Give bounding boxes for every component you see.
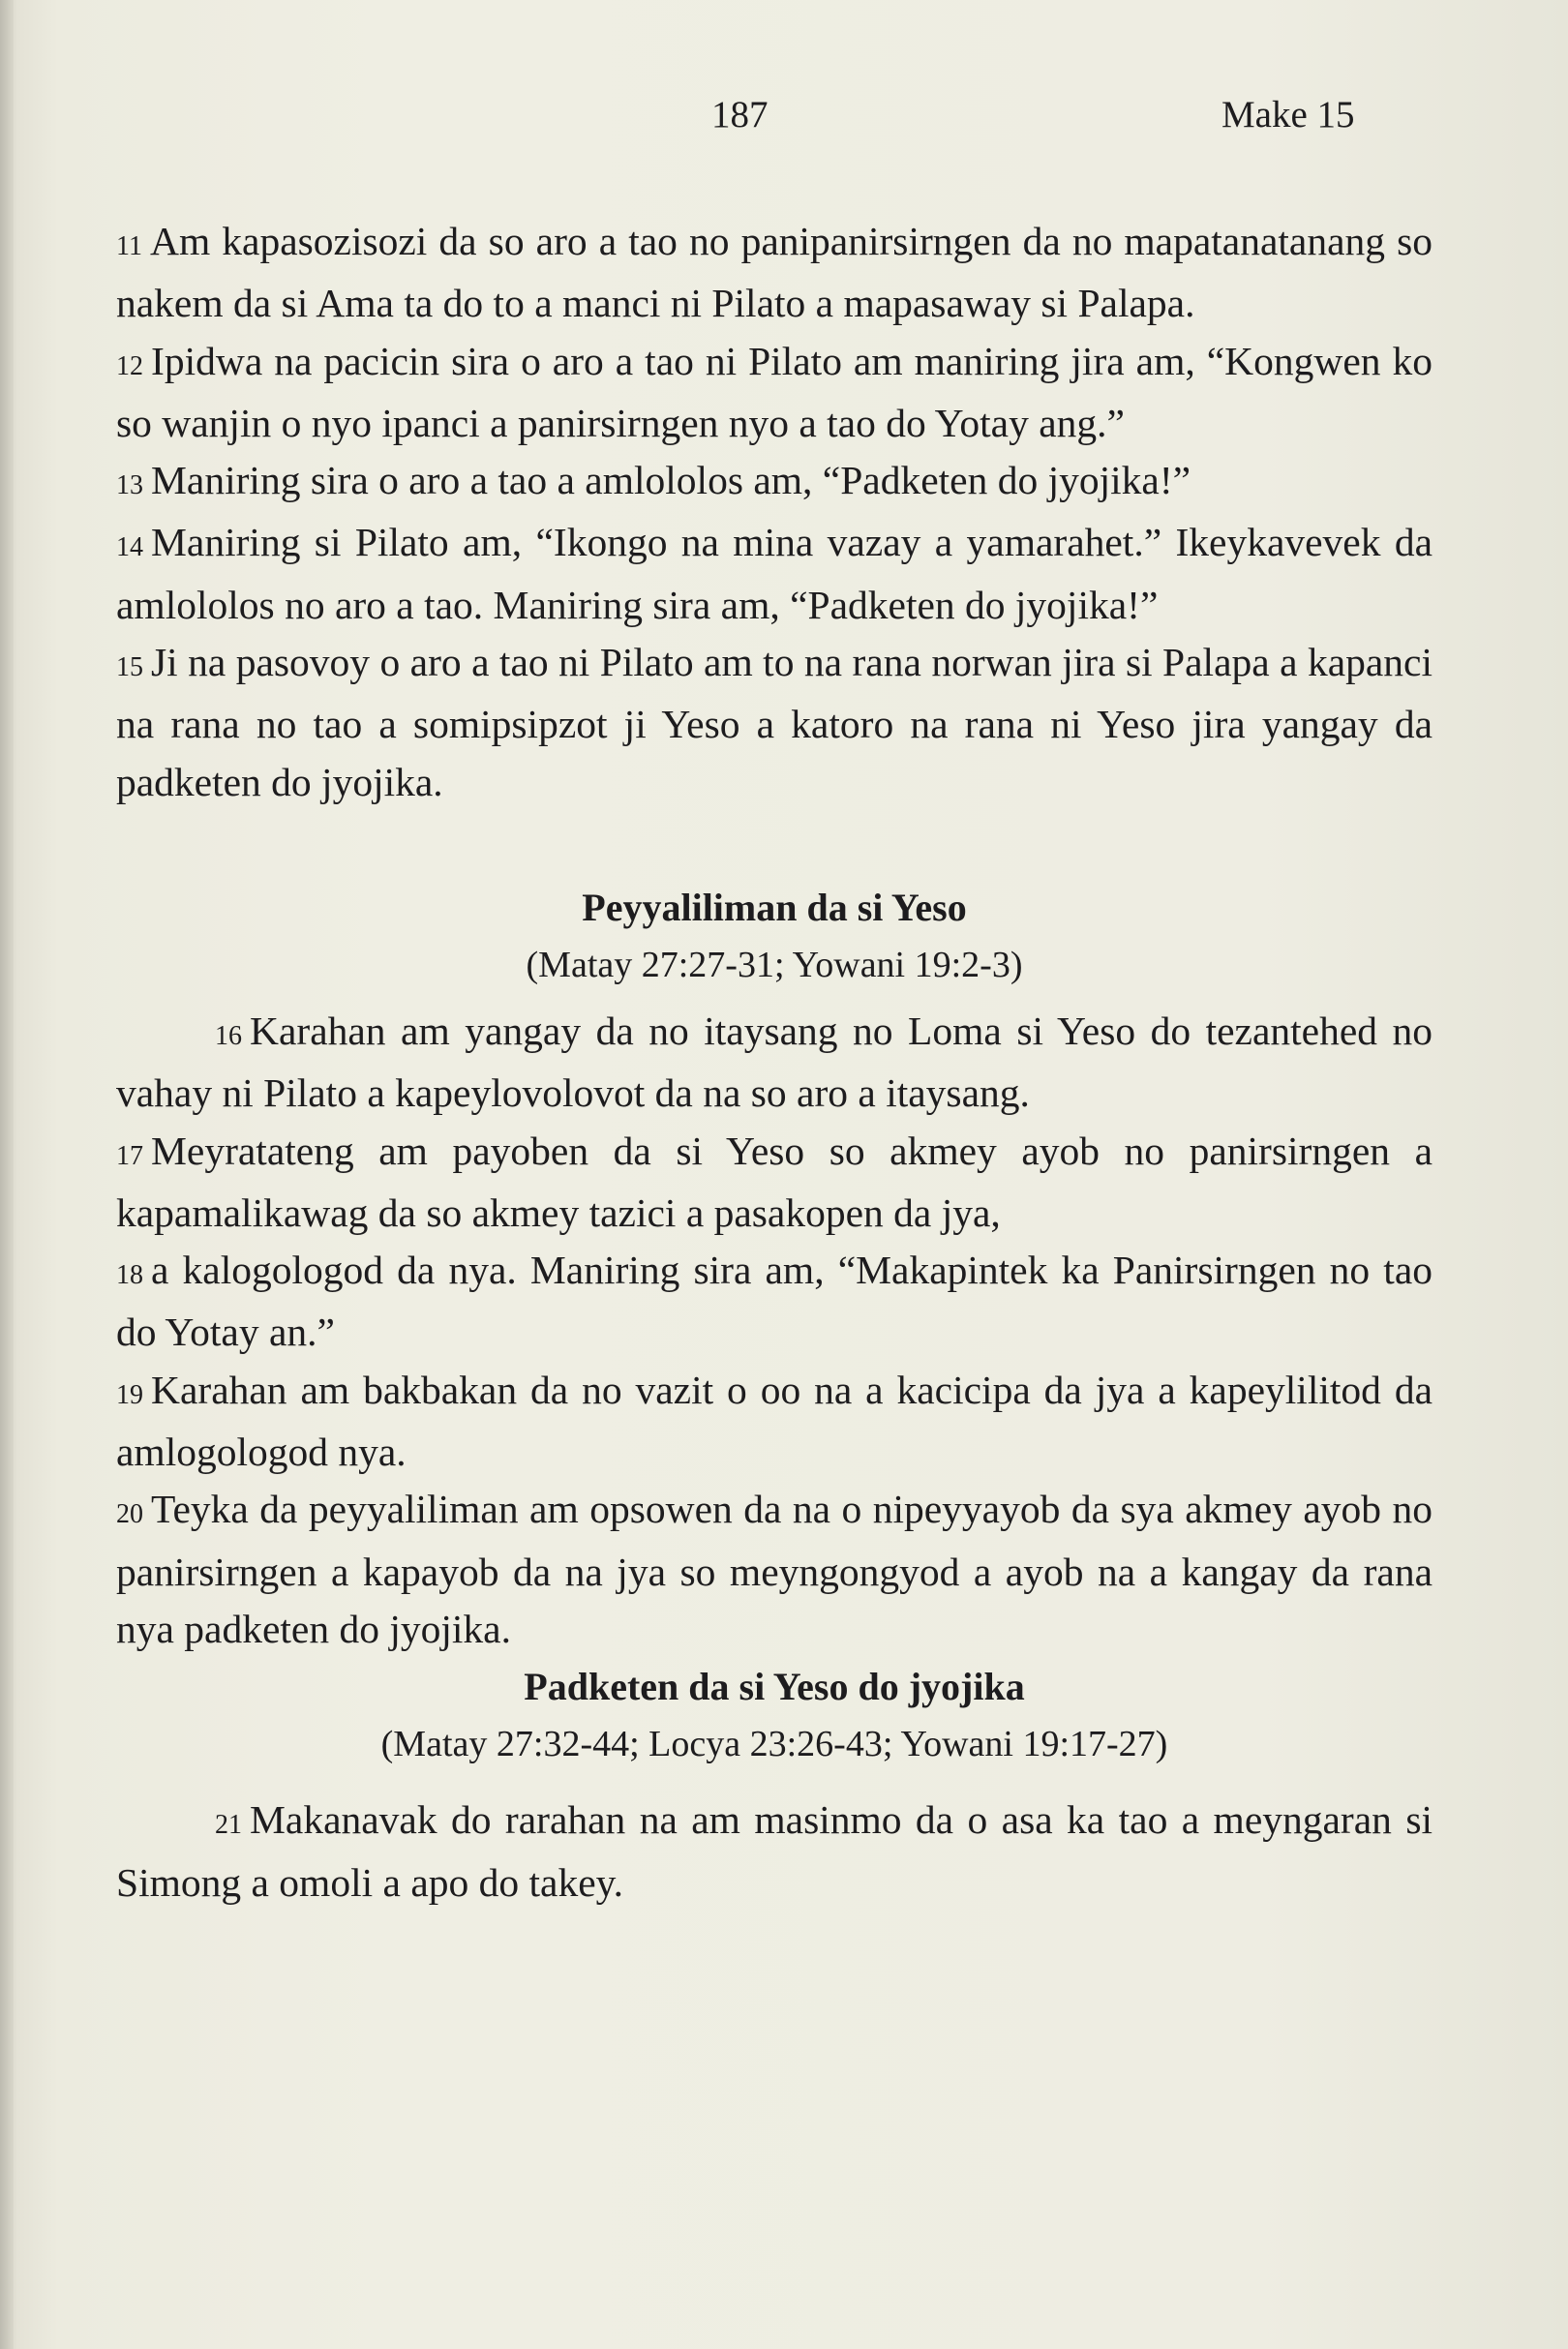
verse-19 <box>116 1362 1432 1482</box>
section-cross-reference: (Matay 27:32-44; Locya 23:26-43; Yowani 19:17-27) <box>380 1724 1168 1765</box>
verse-text: Teyka da peyyaliliman am opsowen da na o nipeyyayob da sya akmey ayob no panirsirngen a kapayob da na jya so meyngongyod a ayob na a kangay da rana nya padketen do jyojika. <box>116 1487 1432 1651</box>
verse-12 <box>116 333 1432 453</box>
verse-17 <box>116 1123 1432 1243</box>
running-head: Make 15 <box>1221 94 1355 136</box>
verse-number: 12 <box>116 350 143 381</box>
verse-18 <box>116 1242 1432 1362</box>
section-heading: Padketen da si Yeso do jyojika <box>524 1665 1025 1709</box>
page-number: 187 <box>711 94 769 136</box>
verse-text: Karahan am bakbakan da no vazit o oo na a kacicipa da jya a kapeylilitod da amlogologod nya. <box>116 1367 1432 1475</box>
page-header <box>0 93 1568 151</box>
section-cross-reference: (Matay 27:27-31; Yowani 19:2-3) <box>526 944 1023 985</box>
verse-text: Ji na pasovoy o aro a tao ni Pilato am to na rana norwan jira si Palapa a kapanci na rana no tao a somipsipzot ji Yeso a katoro na rana ni Yeso jira yangay da padketen do jyojika. <box>116 640 1432 804</box>
verse-13 <box>116 452 1432 514</box>
verse-number: 13 <box>116 470 143 501</box>
verse-21 <box>116 1792 1432 1912</box>
verse-15 <box>116 634 1432 811</box>
verse-16 <box>116 1003 1432 1123</box>
verse-text: Am kapasozisozi da so aro a tao no panipanirsirngen da no mapatanatanang so nakem da si Ama ta do to a manci ni Pilato a mapasaway si Palapa. <box>116 219 1432 326</box>
verse-number: 15 <box>116 652 143 683</box>
verse-number: 20 <box>116 1499 143 1530</box>
verse-text: Maniring sira o aro a tao a amlololos am, “Padketen do jyojika!” <box>151 458 1191 503</box>
verse-20 <box>116 1481 1432 1658</box>
section-heading: Peyyaliliman da si Yeso <box>582 885 967 929</box>
verse-number: 18 <box>116 1260 143 1291</box>
verse-number: 11 <box>116 231 142 261</box>
verse-text: Meyratateng am payoben da si Yeso so akmey ayob no panirsirngen a kapamalikawag da so akmey tazici a pasakopen da jya, <box>116 1128 1432 1235</box>
verse-text: Maniring si Pilato am, “Ikongo na mina vazay a yamarahet.” Ikeykavevek da amlololos no aro a tao. Maniring sira am, “Padketen do jyojika!” <box>116 520 1432 627</box>
verse-11 <box>116 213 1432 333</box>
page-binding-shadow <box>0 0 14 2349</box>
verse-text: Makanavak do rarahan na am masinmo da o asa ka tao a meyngaran si Simong a omoli a apo do takey. <box>116 1797 1432 1905</box>
verse-number: 21 <box>215 1810 242 1841</box>
verse-14 <box>116 514 1432 634</box>
verse-text: a kalogologod da nya. Maniring sira am, “Makapintek ka Panirsirngen no tao do Yotay an.” <box>116 1248 1432 1355</box>
verse-number: 16 <box>215 1020 242 1051</box>
body-text <box>116 213 1432 1912</box>
verse-text: Karahan am yangay da no itaysang no Loma si Yeso do tezantehed no vahay ni Pilato a kapeylovolovot da na so aro a itaysang. <box>116 1008 1432 1116</box>
verse-number: 17 <box>116 1140 143 1171</box>
verse-number: 14 <box>116 532 143 563</box>
verse-text: Ipidwa na pacicin sira o aro a tao ni Pilato am maniring jira am, “Kongwen ko so wanjin o nyo ipanci a panirsirngen nyo a tao do Yotay ang.” <box>116 338 1432 445</box>
verse-number: 19 <box>116 1379 143 1410</box>
